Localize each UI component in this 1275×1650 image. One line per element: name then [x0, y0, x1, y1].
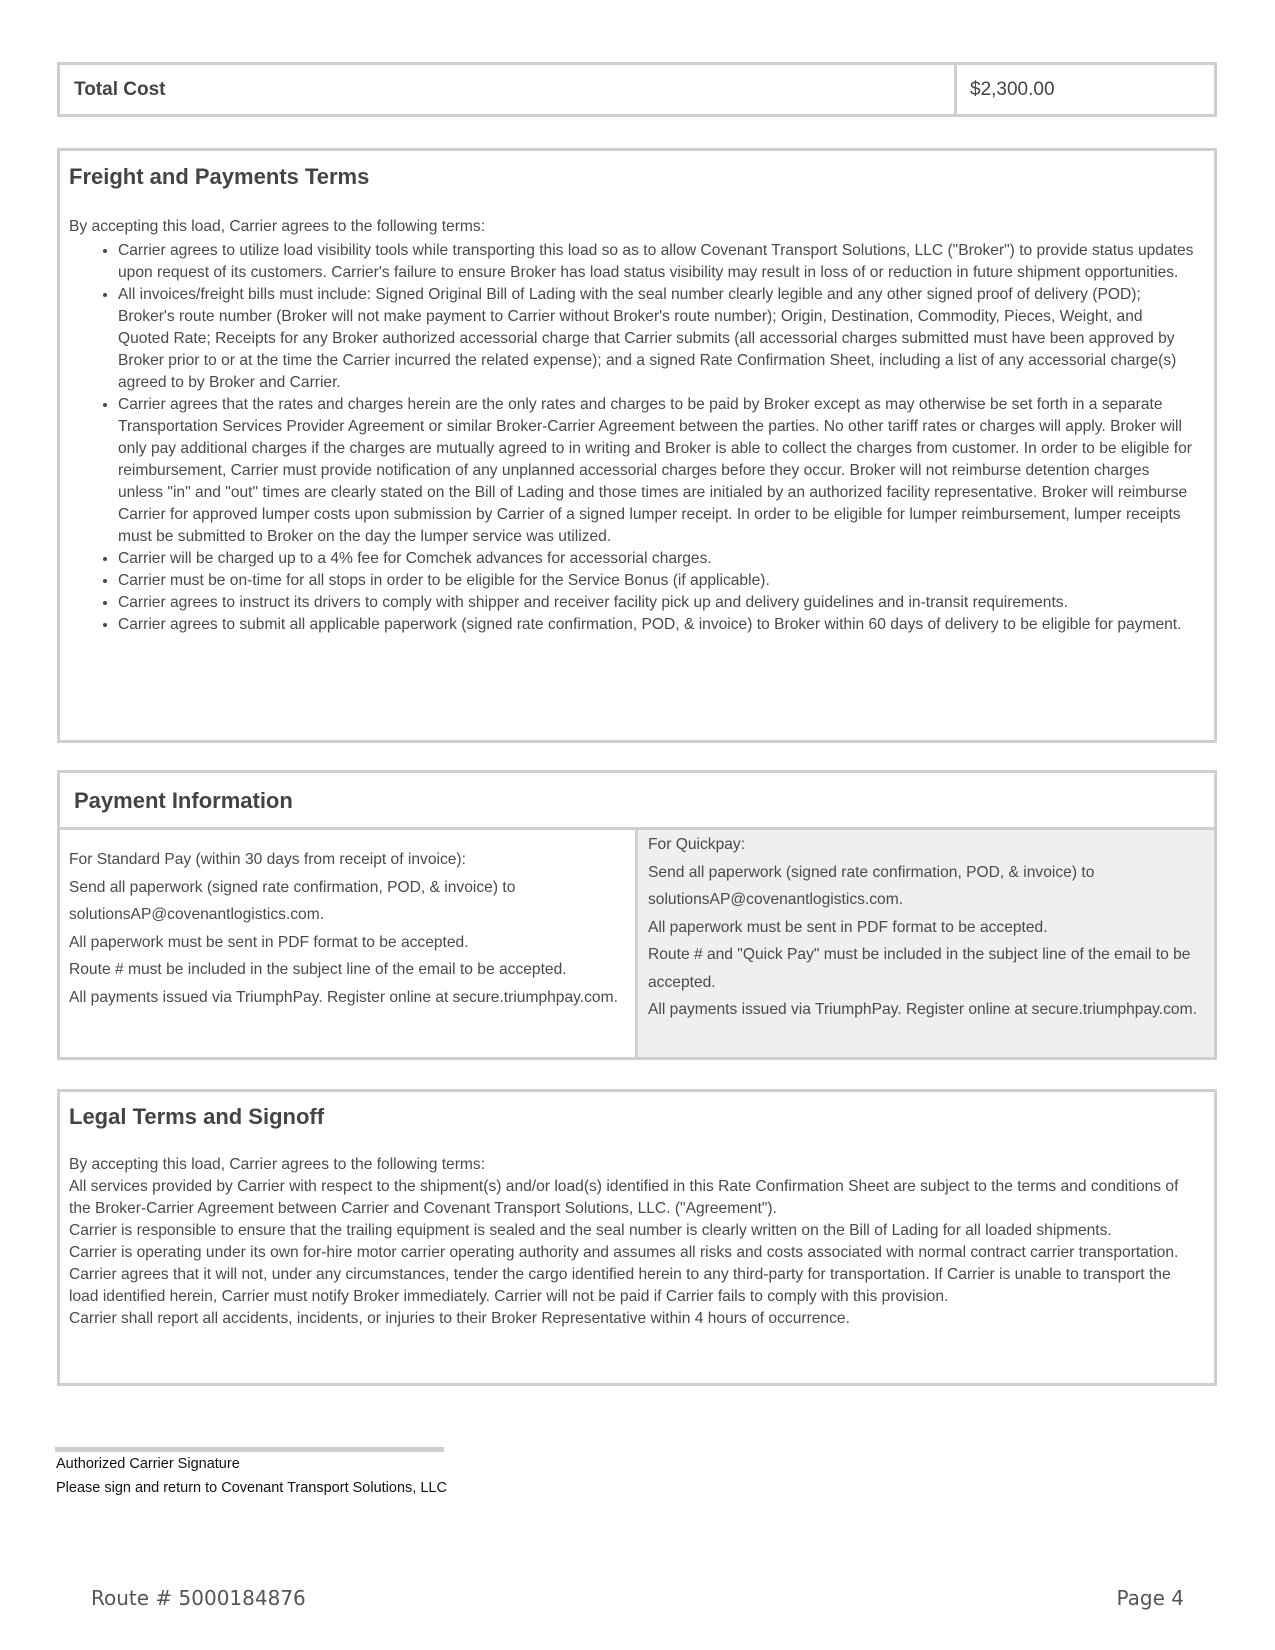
- legal-terms-body: [69, 1154, 1202, 1330]
- standard-pay-line: All payments issued via TriumphPay. Register online at secure.triumphpay.com.: [69, 988, 618, 1006]
- freight-terms-list: [69, 240, 1214, 636]
- footer-route-number: Route # 5000184876: [91, 1586, 306, 1610]
- payment-information-title: Payment Information: [74, 788, 293, 813]
- quickpay-line: Route # and "Quick Pay" must be included in the subject line of the email to be accepted.: [648, 946, 1191, 991]
- freight-term-item: • Carrier will be charged up to a 4% fee for Comchek advances for accessorial charges.: [118, 548, 1214, 570]
- footer-page-number: Page 4: [1116, 1586, 1184, 1610]
- signature-label: Authorized Carrier Signature: [56, 1456, 240, 1472]
- freight-terms-section: [57, 148, 1217, 743]
- legal-terms-title: Legal Terms and Signoff: [69, 1104, 325, 1129]
- standard-pay-line: For Standard Pay (within 30 days from receipt of invoice):: [69, 851, 466, 868]
- quickpay-line: All payments issued via TriumphPay. Register online at secure.triumphpay.com.: [648, 1001, 1197, 1018]
- freight-term-item: • Carrier agrees to instruct its drivers to comply with shipper and receiver facility pick up and delivery guidelines and in-transit requirements.: [118, 592, 1214, 614]
- standard-pay-line: All paperwork must be sent in PDF format to be accepted.: [69, 933, 469, 951]
- payment-information-section: [57, 770, 1217, 1060]
- total-cost-row: [57, 62, 1217, 117]
- total-cost-label: Total Cost: [60, 65, 957, 114]
- freight-term-item: • All invoices/freight bills must include: Signed Original Bill of Lading with the seal number clearly legible and any other signed proof of delivery (POD); Broker's route number (Broker will not make payment to Carrier without Broker's route number); Origin, Destination, Commodity, Pieces, Weight, and Quoted Rate; Receipts for any Broker authorized accessorial charge that Carrier submits (all accessorial charges submitted must have been approved by Broker prior to or at the time the Carrier incurred the related expense); and a signed Rate Confirmation Sheet, including a list of any accessorial charge(s) agreed to by Broker and Carrier.: [118, 284, 1214, 394]
- quickpay-line: All paperwork must be sent in PDF format to be accepted.: [648, 918, 1048, 936]
- legal-paragraph: Carrier shall report all accidents, incidents, or injuries to their Broker Representative within 4 hours of occurrence.: [69, 1310, 850, 1327]
- legal-terms-section: [57, 1089, 1217, 1386]
- legal-paragraph: Carrier is responsible to ensure that the trailing equipment is sealed and the seal number is clearly written on the Bill of Lading for all loaded shipments.: [69, 1222, 1112, 1239]
- freight-term-item: • Carrier agrees to submit all applicable paperwork (signed rate confirmation, POD, & invoice) to Broker within 60 days of delivery to be eligible for payment.: [118, 614, 1214, 636]
- payment-columns: [60, 830, 1214, 1057]
- freight-term-item: • Carrier agrees to utilize load visibility tools while transporting this load so as to allow Covenant Transport Solutions, LLC ("Broker") to provide status updates upon request of its customers. Carrier's failure to ensure Broker has load status visibility may result in loss of or reduction in future shipment opportunities.: [118, 240, 1214, 284]
- legal-paragraph: By accepting this load, Carrier agrees to the following terms:: [69, 1156, 486, 1173]
- freight-term-item: • Carrier agrees that the rates and charges herein are the only rates and charges to be paid by Broker except as may otherwise be set forth in a separate Transportation Services Provider Agreement or similar Broker-Carrier Agreement between the parties. No other tariff rates or charges will apply. Broker will only pay additional charges if the charges are mutually agreed to in writing and Broker is able to collect the charges from customer. In order to be eligible for reimbursement, Carrier must provide notification of any unplanned accessorial charges before they occur. Broker will not reimburse detention charges unless "in" and "out" times are clearly stated on the Bill of Lading and those times are initialed by an authorized facility representative. Broker will reimburse Carrier for approved lumper costs upon submission by Carrier of a signed lumper receipt. In order to be eligible for lumper reimbursement, lumper receipts must be submitted to Broker on the day the lumper service was utilized.: [118, 394, 1214, 548]
- standard-pay-column: [60, 830, 638, 1057]
- freight-term-item: • Carrier must be on-time for all stops in order to be eligible for the Service Bonus (if applicable).: [118, 570, 1214, 592]
- legal-paragraph: Carrier is operating under its own for-hire motor carrier operating authority and assumes all risks and costs associated with normal contract carrier transportation. Carrier agrees that it will not, under any circumstances, tender the cargo identified herein to any third-party for transportation. If Carrier is unable to transport the load identified herein, Carrier must notify Broker immediately. Carrier will not be paid if Carrier fails to comply with this provision.: [69, 1244, 1179, 1305]
- freight-terms-title: Freight and Payments Terms: [69, 164, 370, 189]
- standard-pay-line: Route # must be included in the subject line of the email to be accepted.: [69, 961, 567, 978]
- signature-instruction: Please sign and return to Covenant Transport Solutions, LLC: [56, 1480, 447, 1496]
- total-cost-value: $2,300.00: [970, 79, 1055, 100]
- quickpay-line: Send all paperwork (signed rate confirmation, POD, & invoice) to solutionsAP@covenantlogistics.com.: [648, 863, 1095, 908]
- freight-terms-intro: By accepting this load, Carrier agrees to the following terms:: [69, 218, 486, 235]
- standard-pay-line: Send all paperwork (signed rate confirmation, POD, & invoice) to solutionsAP@covenantlogistics.com.: [69, 878, 516, 923]
- quickpay-line: For Quickpay:: [648, 836, 746, 853]
- signature-line: [55, 1447, 444, 1452]
- quickpay-column: [638, 830, 1214, 1057]
- legal-paragraph: All services provided by Carrier with respect to the shipment(s) and/or load(s) identified in this Rate Confirmation Sheet are subject to the terms and conditions of the Broker-Carrier Agreement between Carrier and Covenant Transport Solutions, LLC. ("Agreement").: [69, 1178, 1179, 1217]
- payment-information-header: [60, 773, 1214, 830]
